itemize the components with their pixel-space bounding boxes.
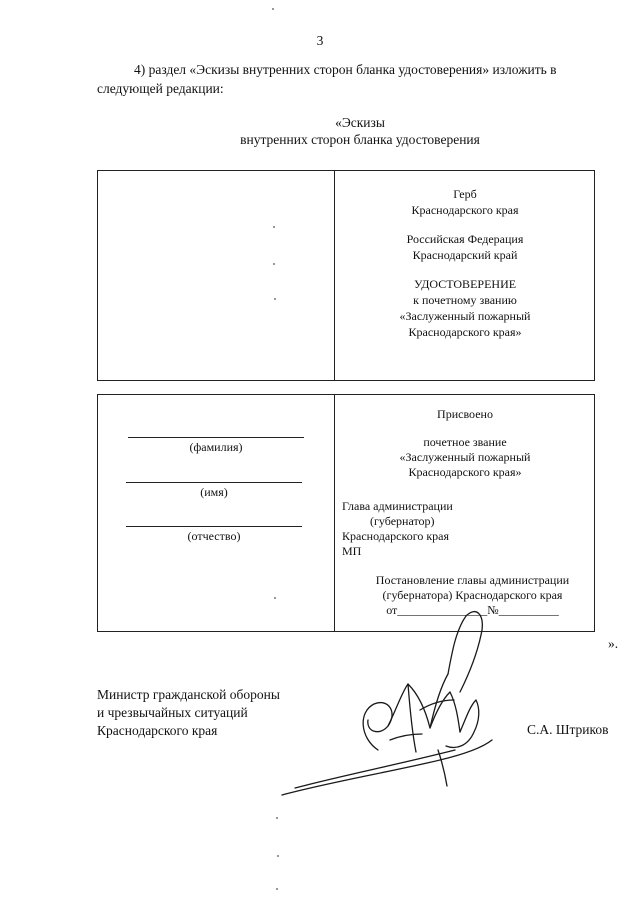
scan-speck xyxy=(277,855,279,857)
coat-of-arms-line-2: Краснодарского края xyxy=(411,203,519,217)
head-line-2: (губернатор) xyxy=(370,514,435,528)
decree-line-1: Постановление главы администрации xyxy=(375,573,570,587)
intro-line-2: следующей редакции: xyxy=(97,81,224,96)
patronymic-line xyxy=(126,526,302,527)
name-label: (имя) xyxy=(200,485,228,499)
page-number: 3 xyxy=(316,33,324,48)
coat-of-arms-line-1: Герб xyxy=(453,187,477,201)
scan-speck xyxy=(276,817,278,819)
decree-line-3: от_______________№__________ xyxy=(386,603,559,617)
name-line xyxy=(126,482,302,483)
head-line-1: Глава администрации xyxy=(342,499,453,513)
signer-name: С.А. Штриков xyxy=(527,722,609,737)
patronymic-label: (отчество) xyxy=(187,529,241,543)
certificate-line-2: к почетному званию xyxy=(413,293,517,307)
surname-line xyxy=(128,437,304,438)
section-title-line-2: внутренних сторон бланка удостоверения xyxy=(240,132,480,147)
scan-speck xyxy=(274,298,276,300)
honor-title-line-1: почетное звание xyxy=(423,435,507,449)
scan-speck xyxy=(276,888,278,890)
scan-speck xyxy=(273,226,275,228)
scan-speck xyxy=(273,263,275,265)
scan-speck xyxy=(272,8,274,10)
certificate-line-4: Краснодарского края» xyxy=(408,325,522,339)
honor-title-line-3: Краснодарского края» xyxy=(408,465,522,479)
handwritten-signature xyxy=(270,600,500,805)
state-line-2: Краснодарский край xyxy=(412,248,518,262)
position-line-1: Министр гражданской обороны xyxy=(97,687,280,702)
surname-label: (фамилия) xyxy=(189,440,243,454)
scan-speck xyxy=(274,597,276,599)
awarded-line: Присвоено xyxy=(437,407,493,421)
closing-quote: ». xyxy=(608,636,619,651)
certificate-line-3: «Заслуженный пожарный xyxy=(399,309,531,323)
stamp-mark: МП xyxy=(342,544,362,558)
signer-position xyxy=(97,686,280,740)
honor-title-line-2: «Заслуженный пожарный xyxy=(399,450,531,464)
state-line-1: Российская Федерация xyxy=(406,232,524,246)
certificate-line-1: УДОСТОВЕРЕНИЕ xyxy=(413,277,517,291)
head-line-3: Краснодарского края xyxy=(342,529,450,543)
decree-line-2: (губернатора) Краснодарского края xyxy=(382,588,563,602)
position-line-2: и чрезвычайных ситуаций xyxy=(97,705,248,720)
position-line-3: Краснодарского края xyxy=(97,723,218,738)
section-title-line-1: «Эскизы xyxy=(335,115,385,130)
intro-line-1: 4) раздел «Эскизы внутренних сторон бланка удостоверения» изложить в xyxy=(134,62,557,77)
form-bottom-right-awarded xyxy=(335,407,595,480)
form-top-right-panel xyxy=(335,186,595,340)
head-block xyxy=(342,499,453,559)
